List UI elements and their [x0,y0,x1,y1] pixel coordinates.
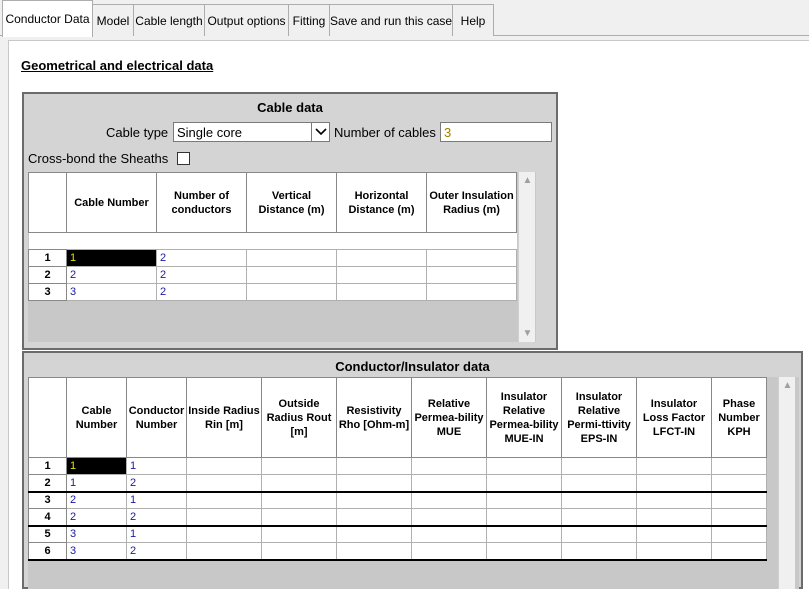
grid-cell[interactable] [337,509,412,526]
header-outer-insulation-radius[interactable]: Outer Insulation Radius (m) [427,173,517,233]
row-header[interactable]: 5 [29,526,67,543]
grid-cell[interactable] [487,509,562,526]
tab-fitting[interactable]: Fitting [288,4,330,36]
grid-cell[interactable] [562,458,637,475]
header-number-of-conductors[interactable]: Number of conductors [157,173,247,233]
num-cables-input[interactable]: 3 [440,122,552,142]
grid-cell[interactable] [712,526,767,543]
grid-cell[interactable] [562,475,637,492]
table-row [29,526,767,543]
crossbond-label: Cross-bond the Sheaths [28,151,169,166]
grid-cell[interactable] [262,526,337,543]
corner-cell [29,173,67,233]
grid-cell[interactable] [637,458,712,475]
header-phase-number[interactable]: Phase Number KPH [712,378,767,458]
grid-cell[interactable]: 1 [127,458,187,475]
conductor-grid [28,377,799,589]
grid-cell[interactable] [487,543,562,560]
grid-cell[interactable]: 1 [67,475,127,492]
grid-cell[interactable] [487,458,562,475]
grid-cell[interactable]: 3 [67,526,127,543]
spacer-row [29,233,67,250]
grid-cell[interactable] [427,267,517,284]
table-row [29,543,767,560]
grid-cell[interactable] [712,458,767,475]
cable-grid-scrollbar[interactable] [518,172,535,342]
cable-type-value: Single core [177,124,243,140]
chevron-down-icon[interactable] [311,123,329,141]
conductor-data-title: Conductor/Insulator data [335,359,490,374]
table-row [29,284,517,301]
row-header[interactable]: 6 [29,543,67,560]
grid-cell[interactable] [262,458,337,475]
grid-cell[interactable] [187,475,262,492]
grid-cell[interactable] [337,475,412,492]
grid-cell[interactable] [337,526,412,543]
cable-type-select[interactable] [173,122,330,142]
grid-cell[interactable] [712,543,767,560]
grid-cell[interactable] [262,543,337,560]
grid-cell[interactable] [562,509,637,526]
grid-cell[interactable]: 1 [67,458,127,475]
grid-cell[interactable] [637,509,712,526]
grid-cell[interactable] [487,526,562,543]
row-header[interactable]: 3 [29,492,67,509]
grid-cell[interactable] [427,250,517,267]
grid-cell[interactable] [412,492,487,509]
grid-cell[interactable] [412,475,487,492]
grid-cell[interactable] [637,526,712,543]
header-inside-radius[interactable]: Inside Radius Rin [m] [187,378,262,458]
conductor-data-panel [22,351,803,589]
header-outside-radius[interactable]: Outside Radius Rout [m] [262,378,337,458]
grid-cell[interactable] [337,267,427,284]
table-row [29,475,767,492]
grid-cell[interactable]: 2 [67,509,127,526]
grid-cell[interactable] [712,492,767,509]
header-insulator-permittivity[interactable]: Insulator Relative Permi-ttivity EPS-IN [562,378,637,458]
row-header[interactable]: 4 [29,509,67,526]
grid-cell[interactable] [487,475,562,492]
header-relative-permeability[interactable]: Relative Permea-bility MUE [412,378,487,458]
grid-cell[interactable] [187,543,262,560]
row-header[interactable]: 2 [29,475,67,492]
header-resistivity[interactable]: Resistivity Rho [Ohm-m] [337,378,412,458]
grid-cell[interactable] [337,458,412,475]
grid-cell[interactable] [712,475,767,492]
grid-cell[interactable]: 2 [157,250,247,267]
grid-cell[interactable] [637,475,712,492]
grid-cell[interactable] [412,526,487,543]
grid-cell[interactable] [337,250,427,267]
grid-cell[interactable] [247,267,337,284]
header-conductor-number[interactable]: Conductor Number [127,378,187,458]
row-header[interactable]: 3 [29,284,67,301]
crossbond-checkbox[interactable] [177,152,190,165]
grid-cell[interactable] [562,526,637,543]
scroll-down-icon[interactable]: ▼ [522,328,533,339]
cable-data-title: Cable data [257,100,323,115]
grid-cell[interactable]: 1 [127,526,187,543]
grid-cell[interactable] [337,284,427,301]
grid-cell[interactable]: 2 [127,543,187,560]
table-row [29,509,767,526]
grid-cell[interactable]: 3 [67,284,157,301]
grid-cell[interactable] [637,492,712,509]
section-title: Geometrical and electrical data [21,58,214,73]
header-cable-number[interactable]: Cable Number [67,173,157,233]
scroll-up-icon[interactable]: ▲ [522,175,533,186]
grid-cell[interactable]: 2 [157,284,247,301]
header-vertical-distance[interactable]: Vertical Distance (m) [247,173,337,233]
tab-cable-length[interactable]: Cable length [133,4,205,36]
tab-output-options[interactable]: Output options [204,4,289,36]
table-row [29,492,767,509]
grid-cell[interactable]: 1 [127,492,187,509]
grid-cell[interactable]: 2 [157,267,247,284]
row-header[interactable]: 1 [29,250,67,267]
grid-cell[interactable] [487,492,562,509]
row-header[interactable]: 2 [29,267,67,284]
grid-cell[interactable]: 1 [67,250,157,267]
grid-cell[interactable] [247,284,337,301]
header-horizontal-distance[interactable]: Horizontal Distance (m) [337,173,427,233]
grid-cell[interactable] [262,509,337,526]
table-row [29,267,517,284]
grid-cell[interactable]: 2 [67,492,127,509]
tab-help[interactable]: Help [452,4,494,36]
table-row [29,250,517,267]
tab-model[interactable]: Model [92,4,134,36]
tab-save-and-run[interactable]: Save and run this case [329,4,453,36]
grid-cell[interactable]: 2 [67,267,157,284]
num-cables-label: Number of cables [334,125,436,140]
grid-cell[interactable] [412,543,487,560]
spacer-row [67,233,517,250]
header-insulator-loss-factor[interactable]: Insulator Loss Factor LFCT-IN [637,378,712,458]
row-header[interactable]: 1 [29,458,67,475]
grid-cell[interactable] [187,509,262,526]
tab-bar [0,0,809,36]
grid-cell[interactable]: 2 [127,475,187,492]
grid-cell[interactable] [187,526,262,543]
cable-grid [28,172,536,342]
grid-cell[interactable] [562,492,637,509]
header-insulator-permeability[interactable]: Insulator Relative Permea-bility MUE-IN [487,378,562,458]
grid-cell[interactable] [187,492,262,509]
cable-table [28,172,517,301]
table-row [29,458,767,475]
grid-cell[interactable] [712,509,767,526]
grid-cell[interactable] [337,543,412,560]
corner-cell [29,378,67,458]
grid-cell[interactable] [637,543,712,560]
grid-cell[interactable] [412,509,487,526]
grid-cell[interactable] [262,475,337,492]
conductor-grid-scrollbar[interactable] [778,377,795,589]
cable-type-label: Cable type [106,125,169,140]
grid-cell[interactable] [427,284,517,301]
grid-cell[interactable] [562,543,637,560]
cable-data-panel [22,92,558,350]
grid-cell[interactable] [187,458,262,475]
grid-cell[interactable] [412,458,487,475]
tab-conductor-data[interactable]: Conductor Data [2,0,93,37]
grid-cell[interactable]: 2 [127,509,187,526]
conductor-table [28,377,767,561]
scroll-up-icon[interactable]: ▲ [782,380,793,391]
grid-cell[interactable] [337,492,412,509]
grid-cell[interactable]: 3 [67,543,127,560]
header-cable-number[interactable]: Cable Number [67,378,127,458]
grid-cell[interactable] [247,250,337,267]
grid-cell[interactable] [262,492,337,509]
